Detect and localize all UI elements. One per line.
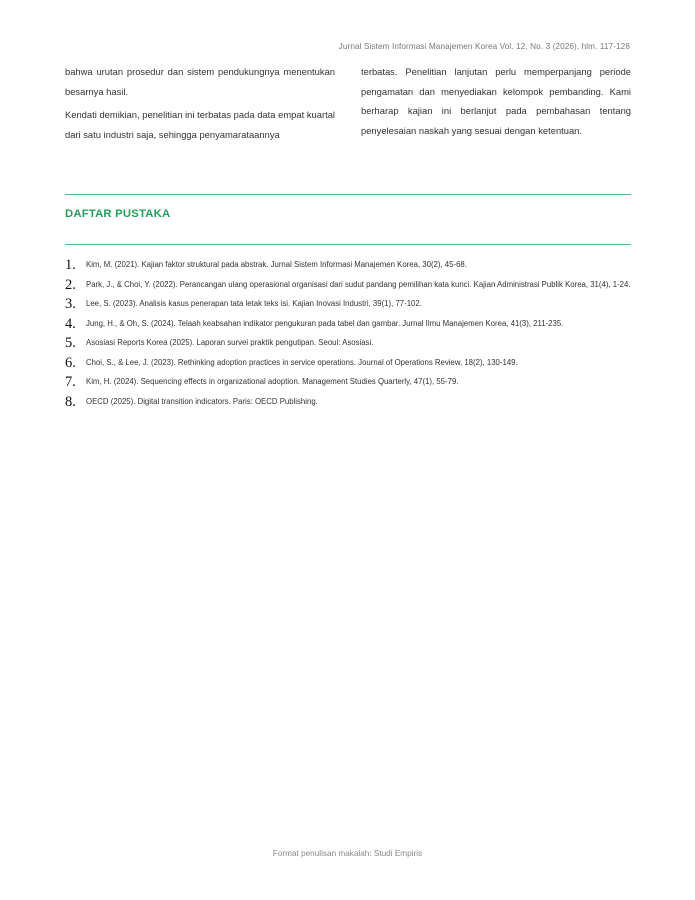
reference-text: Kim, M. (2021). Kajian faktor struktural pada abstrak. Jurnal Sistem Informasi Manajemen Korea, 30(2), 45-68. xyxy=(86,260,467,269)
body-columns xyxy=(65,62,631,148)
section-divider-bottom xyxy=(65,244,631,245)
reference-number: 3. xyxy=(65,296,76,312)
reference-item xyxy=(65,335,631,351)
reference-text: OECD (2025). Digital transition indicators. Paris: OECD Publishing. xyxy=(86,396,318,406)
reference-number: 6. xyxy=(65,354,76,371)
reference-text: Lee, S. (2023). Analisis kasus penerapan tata letak teks isi. Kajian Inovasi Industri, 39(1), 77-102. xyxy=(86,299,422,308)
reference-text: Asosiasi Reports Korea (2025). Laporan survei praktik pengutipan. Seoul: Asosiasi. xyxy=(86,338,374,347)
reference-text: Jung, H., & Oh, S. (2024). Telaah keabsahan indikator pengukuran pada tabel dan gambar. Jurnal Ilmu Manajemen Korea, 41(3), 211-235. xyxy=(86,318,564,328)
reference-text: Kim, H. (2024). Sequencing effects in organizational adoption. Management Studies Quarterly, 47(1), 55-79. xyxy=(86,377,459,386)
paragraph: bahwa urutan prosedur dan sistem pendukungnya menentukan besarnya hasil. xyxy=(65,66,335,97)
reference-number: 4. xyxy=(65,315,76,332)
reference-number: 7. xyxy=(65,374,76,390)
right-column xyxy=(361,62,631,148)
reference-list xyxy=(65,257,631,413)
paragraph: Kendati demikian, penelitian ini terbatas pada data empat kuartal dari satu industri saja, sehingga penyamarataannya xyxy=(65,109,335,140)
reference-item xyxy=(65,257,631,273)
section-divider-top xyxy=(65,194,631,195)
reference-item xyxy=(65,355,631,371)
reference-item xyxy=(65,316,631,332)
reference-item xyxy=(65,296,631,312)
left-column xyxy=(65,62,335,148)
running-head: Jurnal Sistem Informasi Manajemen Korea Vol. 12, No. 3 (2026), hlm. 117-128 xyxy=(338,42,630,51)
reference-text: Choi, S., & Lee, J. (2023). Rethinking adoption practices in service operations. Journal of Operations Review, 18(2), 130-149. xyxy=(86,357,518,367)
reference-text: Park, J., & Choi, Y. (2022). Perancangan ulang operasional organisasi dari sudut pandang pemilihan kata kunci. Kajian Administrasi Publik Korea, 31(4), 1-24. xyxy=(86,279,631,289)
reference-number: 1. xyxy=(65,257,76,273)
page-footer: Format penulisan makalah: Studi Empiris xyxy=(272,849,423,858)
reference-item xyxy=(65,374,631,390)
references-heading: DAFTAR PUSTAKA xyxy=(65,208,171,220)
reference-number: 2. xyxy=(65,276,76,293)
paragraph: terbatas. Penelitian lanjutan perlu memperpanjang periode pengamatan dan menyediakan kelompok pembanding. Kami berharap kajian ini berlanjut pada pembahasan tentang penyelesaian naskah yang sesuai dengan ketentuan. xyxy=(361,66,631,136)
reference-item xyxy=(65,394,631,410)
reference-item xyxy=(65,277,631,293)
reference-number: 5. xyxy=(65,335,76,351)
reference-number: 8. xyxy=(65,393,76,410)
